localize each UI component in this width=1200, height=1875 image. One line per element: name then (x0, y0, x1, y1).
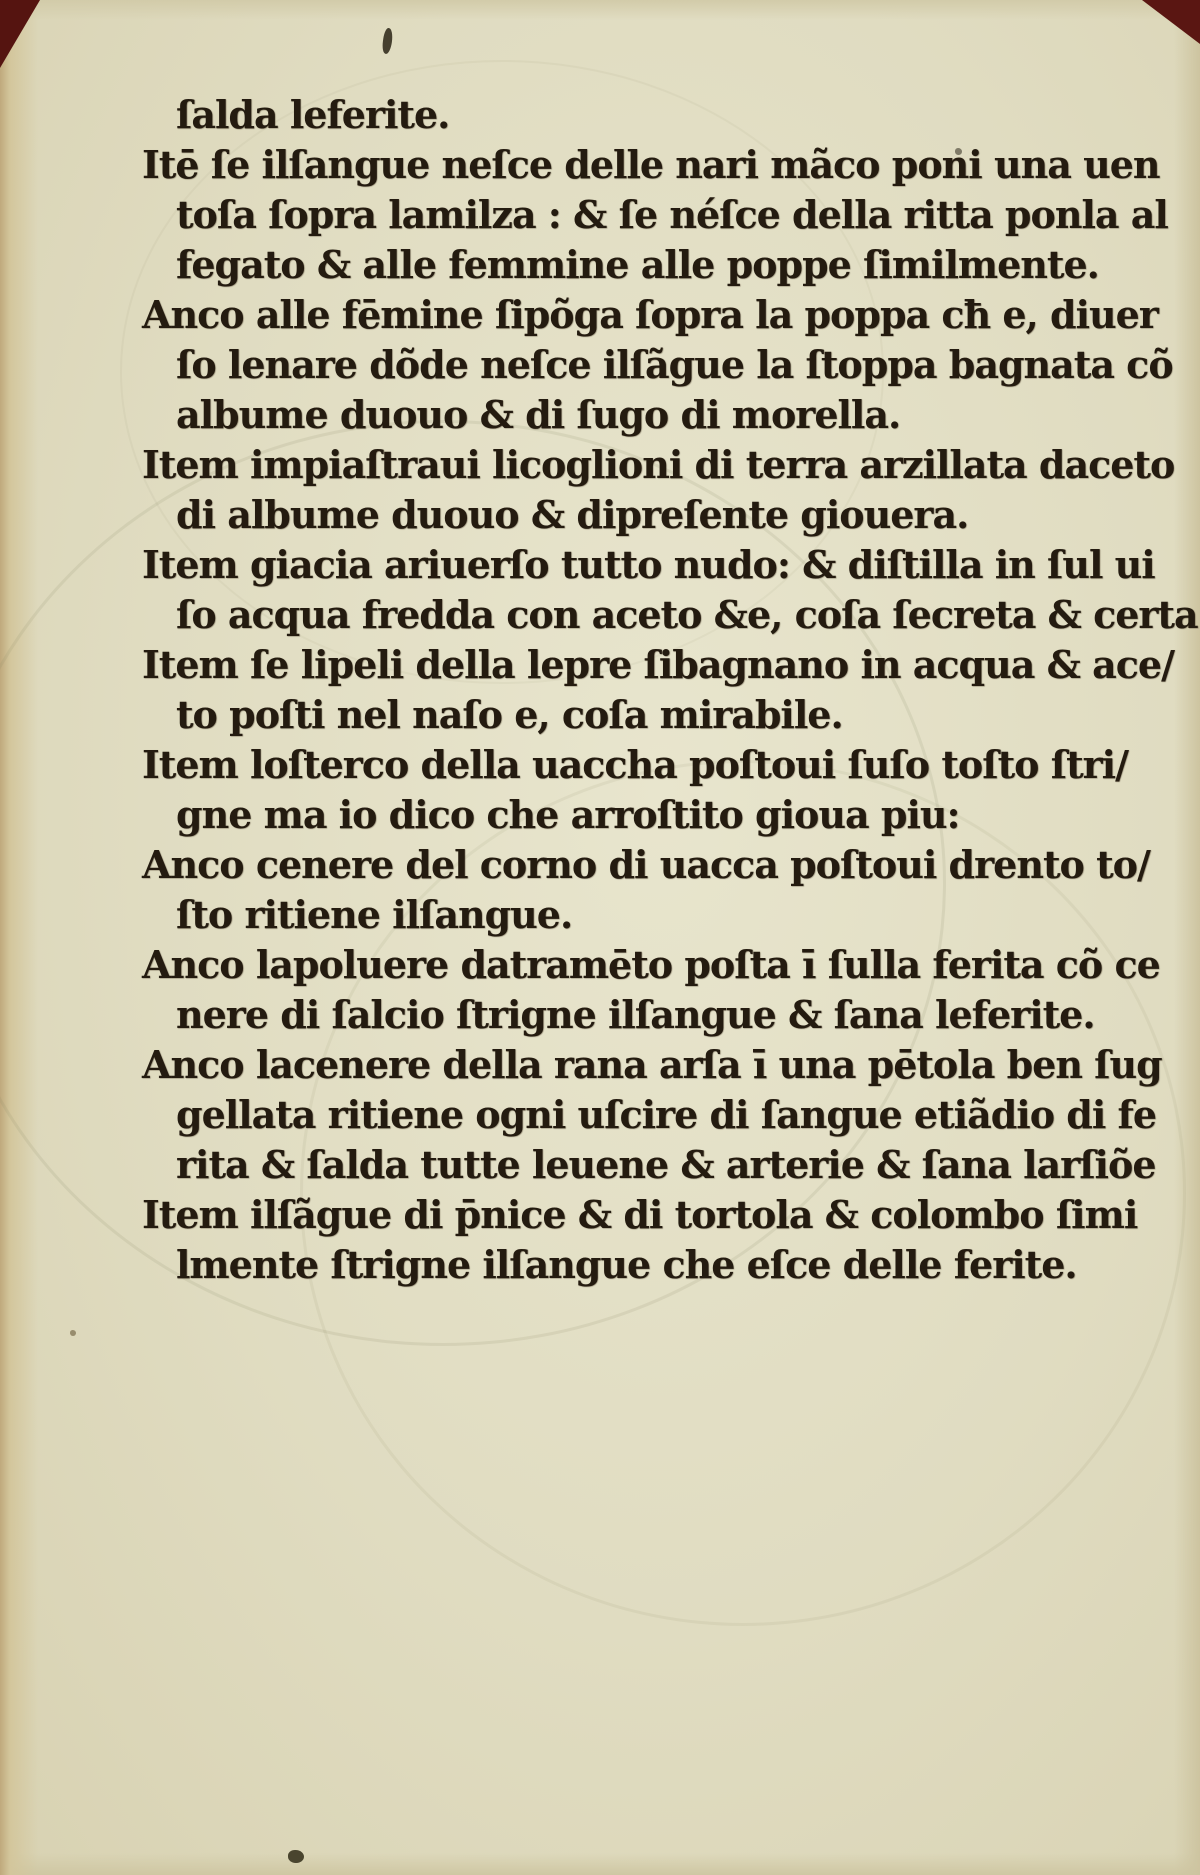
text-line: ſo lenare dõde neſce ilſãgue la ſtoppa bagnata cõ (176, 342, 1173, 387)
text-line: gellata ritiene ogni uſcire di ſangue etiãdio di fe (176, 1092, 1157, 1137)
text-line: ſo acqua fredda con aceto &e, coſa ſecreta & certa (176, 592, 1198, 637)
ink-speck (288, 1850, 304, 1863)
text-line: Anco cenere del corno di uacca poſtoui drento to/ (142, 842, 1150, 887)
text-line: fegato & alle femmine alle poppe ſimilmente. (176, 242, 1099, 287)
text-line: Anco lapoluere datramēto poſta ī ſulla ferita cõ ce (142, 942, 1160, 987)
text-line: lmente ſtrigne ilſangue che eſce delle ferite. (176, 1242, 1077, 1287)
text-line: di albume duouo & dipreſente giouera. (176, 492, 969, 537)
text-line: ſto ritiene ilſangue. (176, 892, 573, 937)
binding-corner-top-right (1142, 0, 1200, 44)
text-line: Item ſe lipeli della lepre ſibagnano in acqua & ace/ (142, 642, 1174, 687)
text-line: Anco lacenere della rana arſa ī una pētola ben ſug (142, 1042, 1162, 1087)
text-line: nere di ſalcio ſtrigne ilſangue & ſana leferite. (176, 992, 1095, 1037)
text-line: rita & ſalda tutte leuene & arterie & ſana larſiõe (176, 1142, 1156, 1187)
printed-text-block (142, 90, 1198, 1290)
binding-corner-top-left (0, 0, 40, 68)
text-line: Item giacia ariuerſo tutto nudo: & diſtilla in ſul ui (142, 542, 1155, 587)
text-line: Anco alle fēmine ſipõga ſopra la poppa cħ e, diuer (142, 292, 1158, 337)
ink-speck (381, 28, 394, 55)
text-line: Item loſterco della uaccha poſtoui ſuſo toſto ſtri/ (142, 742, 1128, 787)
ink-speck (70, 1330, 76, 1336)
text-line: Item ilſãgue di p̄nice & di tortola & colombo ſimi (142, 1192, 1138, 1237)
text-line: to poſti nel naſo e, coſa mirabile. (176, 692, 843, 737)
text-line: albume duouo & di ſugo di morella. (176, 392, 901, 437)
text-line: Itē ſe ilſangue neſce delle nari mãco poni una uen (142, 142, 1160, 187)
text-line: ſalda leferite. (176, 92, 450, 137)
text-line: toſa ſopra lamilza : & ſe néſce della ritta ponla al (176, 192, 1168, 237)
text-line: Item impiaſtraui licoglioni di terra arzillata daceto (142, 442, 1175, 487)
text-line: gne ma io dico che arroſtito gioua piu: (176, 792, 960, 837)
